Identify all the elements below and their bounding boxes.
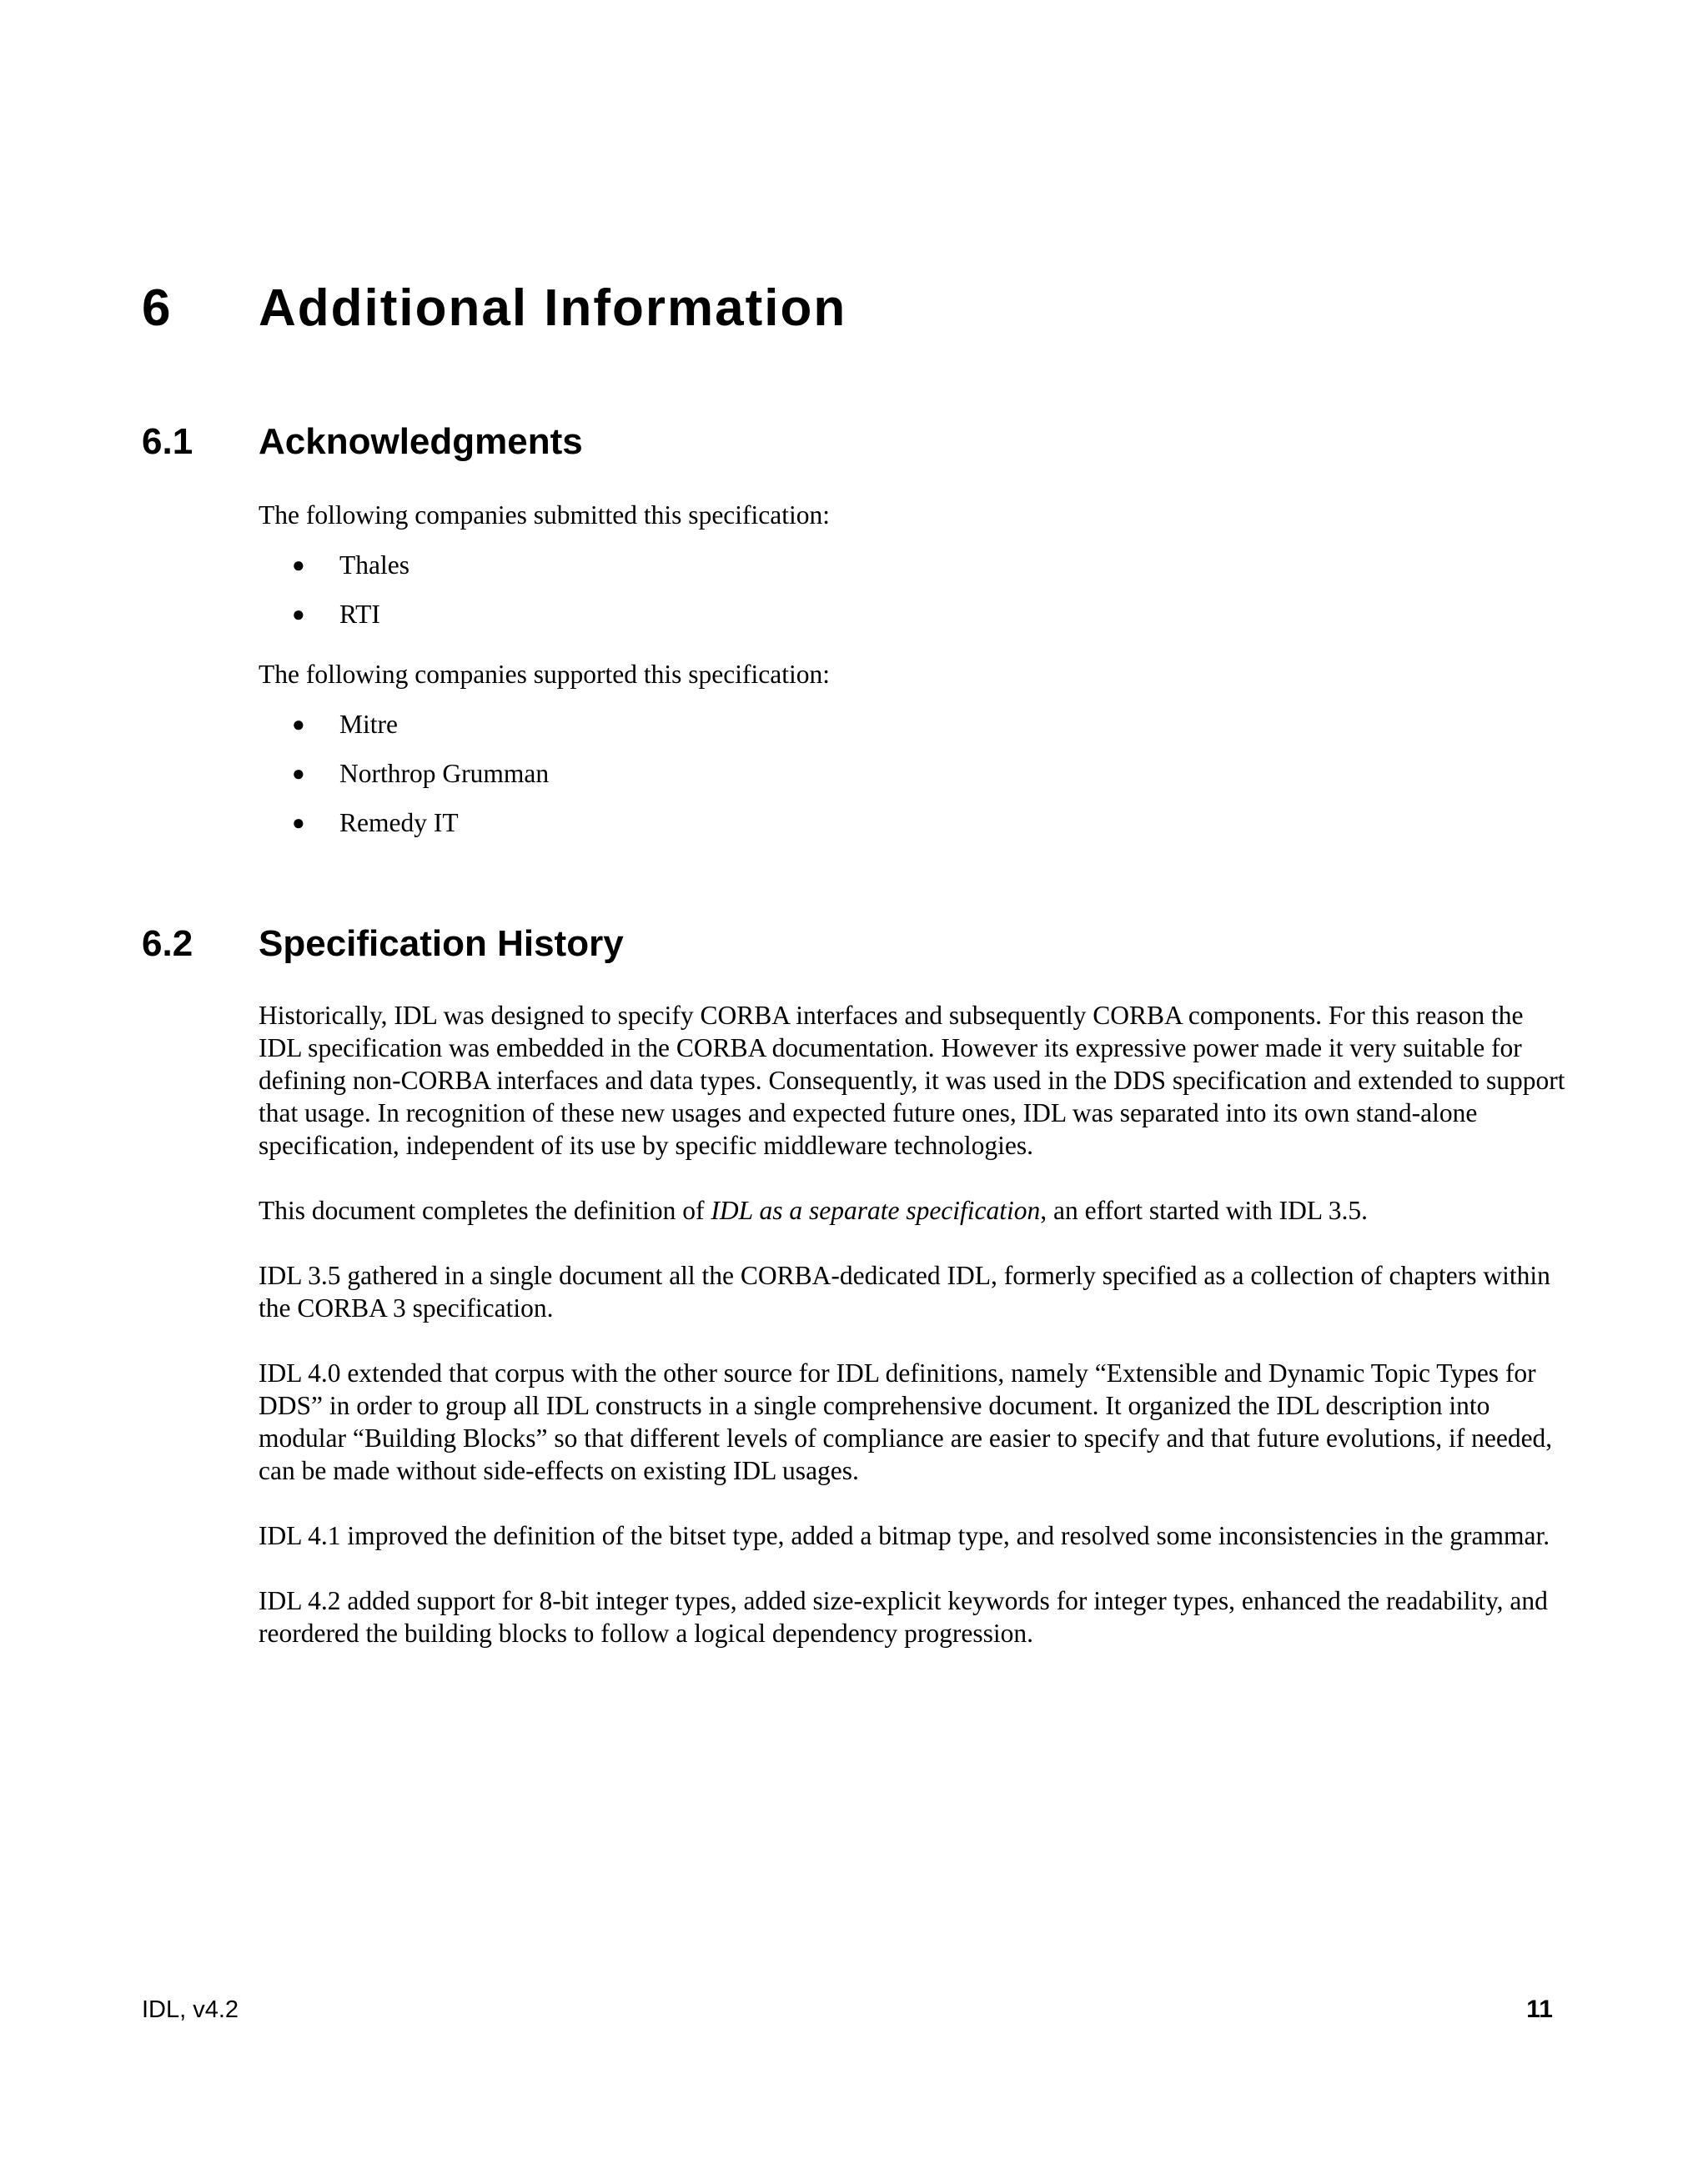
history-paragraph-2: This document completes the definition of IDL as a separate specification, an effort started with IDL 3.5. xyxy=(259,1196,1369,1225)
acknowledgments-body xyxy=(259,499,1568,847)
history-body xyxy=(259,999,1568,1649)
bullet-icon: ● xyxy=(292,761,305,786)
submitted-intro: The following companies submitted this specification: xyxy=(259,500,830,530)
history-paragraph-6: IDL 4.2 added support for 8-bit integer types, added size-explicit keywords for integer types, enhanced the readability, and reordered the building blocks to follow a logical dependency progression. xyxy=(259,1586,1548,1648)
supported-intro: The following companies supported this specification: xyxy=(259,660,830,689)
section-title: Acknowledgments xyxy=(259,421,583,462)
history-paragraph-4: IDL 4.0 extended that corpus with the other source for IDL definitions, namely “Extensible and Dynamic Topic Types for DDS” in order to group all IDL constructs in a single comprehensive document. It organized the IDL description into modular “Building Blocks” so that different levels of compliance are easier to specify and that future evolutions, if needed, can be made without side-effects on existing IDL usages. xyxy=(259,1358,1553,1485)
footer-document-id: IDL, v4.2 xyxy=(142,1996,239,2023)
list-item: ● Thales xyxy=(259,540,1568,590)
section-title: Specification History xyxy=(259,923,624,964)
submitted-list xyxy=(259,540,1568,639)
bullet-icon: ● xyxy=(292,712,305,736)
section-number: 6.1 xyxy=(142,421,193,462)
history-paragraph-5: IDL 4.1 improved the definition of the bitset type, added a bitmap type, and resolved some inconsistencies in the grammar. xyxy=(259,1521,1550,1550)
footer-page-number: 11 xyxy=(1526,1996,1553,2023)
section-number: 6.2 xyxy=(142,923,193,964)
chapter-number: 6 xyxy=(142,279,173,337)
bullet-icon: ● xyxy=(292,553,305,577)
list-item: ● Northrop Grumman xyxy=(259,749,1568,798)
bullet-icon: ● xyxy=(292,602,305,626)
history-paragraph-1: Historically, IDL was designed to specify CORBA interfaces and subsequently CORBA components. For this reason the IDL specification was embedded in the CORBA documentation. However its expressive power made it very suitable for defining non-CORBA interfaces and data types. Consequently, it was used in the DDS specification and extended to support that usage. In recognition of these new usages and expected future ones, IDL was separated into its own stand-alone specification, independent of its use by specific middleware technologies. xyxy=(259,1001,1565,1160)
chapter-title: Additional Information xyxy=(259,279,847,337)
list-item: ● Remedy IT xyxy=(259,798,1568,847)
supported-list xyxy=(259,700,1568,847)
history-paragraph-3: IDL 3.5 gathered in a single document all the CORBA-dedicated IDL, formerly specified as a collection of chapters within the CORBA 3 specification. xyxy=(259,1261,1550,1323)
list-item: ● RTI xyxy=(259,590,1568,639)
bullet-icon: ● xyxy=(292,811,305,835)
list-item: ● Mitre xyxy=(259,700,1568,749)
italic-phrase: IDL as a separate specification xyxy=(711,1196,1041,1225)
